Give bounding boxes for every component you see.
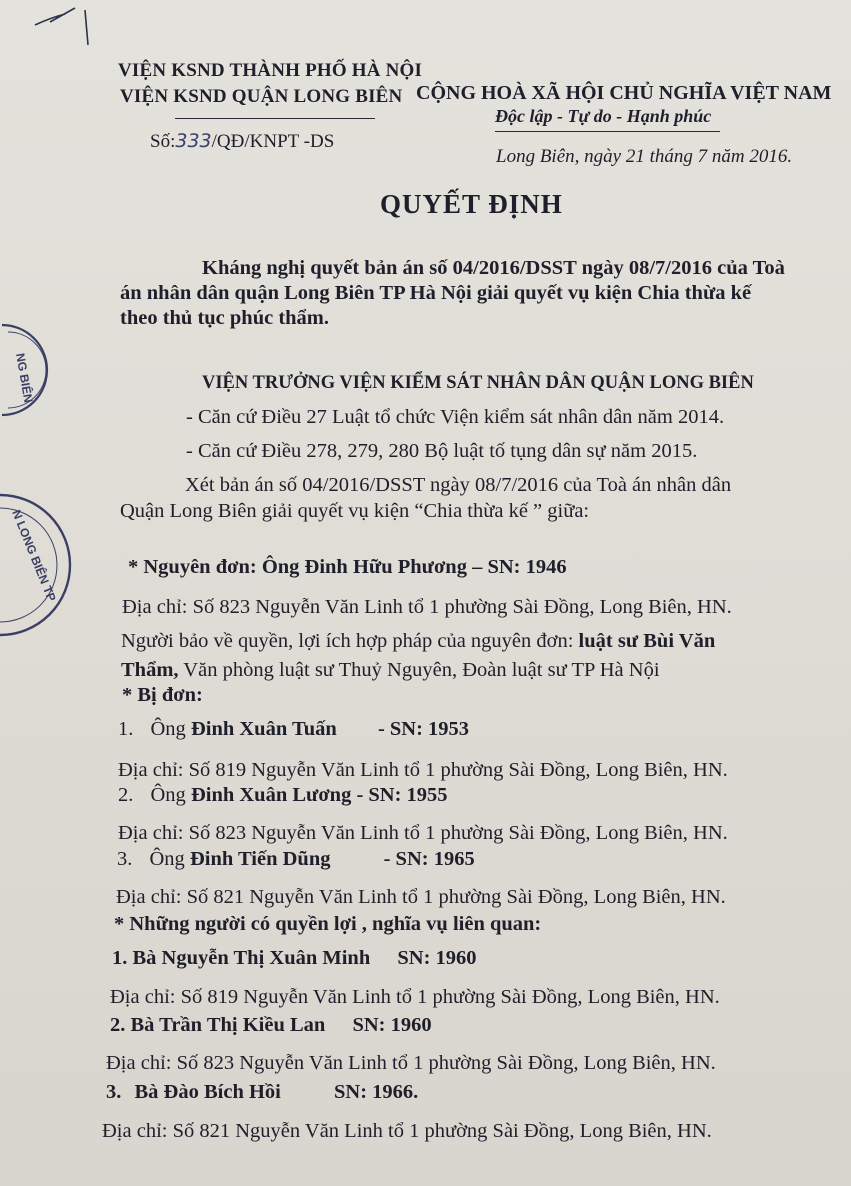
decision-number — [150, 130, 334, 153]
summary-line-3: theo thủ tục phúc thẩm. — [120, 307, 330, 329]
related-heading: * Những người có quyền lợi , nghĩa vụ liên quan: — [114, 913, 542, 935]
date-line: Long Biên, ngày 21 tháng 7 năm 2016. — [496, 146, 793, 167]
national-motto: Độc lập - Tự do - Hạnh phúc — [495, 106, 712, 126]
related-name: Bà Đào Bích Hồi — [134, 1081, 281, 1103]
pen-scribble-mark — [30, 0, 110, 50]
related-number: 3. — [106, 1081, 122, 1103]
representative-office: Văn phòng luật sư Thuỷ Nguyên, Đoàn luật sư TP Hà Nội — [183, 659, 660, 681]
defendant-3-address: Địa chỉ: Số 821 Nguyễn Văn Linh tổ 1 phường Sài Đồng, Long Biên, HN. — [116, 886, 726, 908]
summary-line-2: án nhân dân quận Long Biên TP Hà Nội giải quyết vụ kiện Chia thừa kế — [120, 282, 752, 304]
document-title: QUYẾT ĐỊNH — [380, 189, 563, 219]
related-birth-year: SN: 1960 — [397, 947, 477, 969]
agency-line-2: VIỆN KSND QUẬN LONG BIÊN — [120, 86, 403, 107]
related-3-address: Địa chỉ: Số 821 Nguyễn Văn Linh tổ 1 phường Sài Đồng, Long Biên, HN. — [102, 1120, 712, 1142]
defendant-1-address: Địa chỉ: Số 819 Nguyễn Văn Linh tổ 1 phường Sài Đồng, Long Biên, HN. — [118, 759, 728, 781]
defendant-birth-year: - SN: 1955 — [356, 784, 448, 806]
related-number: 2. — [110, 1014, 126, 1036]
defendant-title: Ông — [149, 848, 185, 870]
svg-text:N LONG BIÊN TP: N LONG BIÊN TP — [9, 507, 59, 604]
authority-heading: VIỆN TRƯỞNG VIỆN KIỂM SÁT NHÂN DÂN QUẬN LONG BIÊN — [202, 373, 754, 393]
svg-text:NG BIÊN: NG BIÊN — [13, 352, 36, 404]
agency-underline — [175, 118, 375, 119]
related-3 — [106, 1081, 418, 1104]
official-seal-lower-icon — [0, 490, 59, 640]
defendant-name: Đinh Xuân Lương — [190, 784, 352, 806]
defendant-title: Ông — [150, 718, 186, 740]
nation-heading: CỘNG HOÀ XÃ HỘI CHỦ NGHĨA VIỆT NAM — [416, 82, 832, 104]
plaintiff-address: Địa chỉ: Số 823 Nguyễn Văn Linh tổ 1 phường Sài Đồng, Long Biên, HN. — [122, 596, 732, 618]
related-1 — [112, 947, 477, 970]
defendant-1 — [118, 718, 469, 741]
defendant-number: 2. — [118, 784, 134, 806]
representative-prefix: Người bảo về quyền, lợi ích hợp pháp của nguyên đơn: — [121, 630, 574, 652]
related-number: 1. — [112, 947, 128, 969]
related-birth-year: SN: 1960 — [352, 1014, 432, 1036]
defendant-birth-year: - SN: 1965 — [383, 848, 475, 870]
defendant-2 — [118, 784, 448, 807]
agency-line-1: VIỆN KSND THÀNH PHỐ HÀ NỘI — [118, 60, 423, 81]
related-birth-year: SN: 1966. — [334, 1081, 419, 1103]
defendant-birth-year: - SN: 1953 — [377, 718, 470, 740]
defendant-2-address: Địa chỉ: Số 823 Nguyễn Văn Linh tổ 1 phường Sài Đồng, Long Biên, HN. — [118, 822, 728, 844]
consider-line-2: Quận Long Biên giải quyết vụ kiện “Chia thừa kế ” giữa: — [120, 500, 590, 522]
official-seal-upper-icon — [0, 320, 50, 420]
number-handwritten: 333 — [175, 130, 212, 152]
related-name: Bà Nguyễn Thị Xuân Minh — [132, 947, 371, 969]
defendant-name: Đinh Xuân Tuấn — [190, 718, 337, 740]
representative-name: luật sư Bùi Văn — [578, 630, 716, 652]
defendant-3 — [117, 848, 475, 871]
number-prefix: Số: — [150, 131, 176, 152]
defendant-number: 3. — [117, 848, 133, 870]
defendants-heading: * Bị đơn: — [122, 684, 203, 706]
related-2-address: Địa chỉ: Số 823 Nguyễn Văn Linh tổ 1 phường Sài Đồng, Long Biên, HN. — [106, 1052, 716, 1074]
consider-line-1: Xét bản án số 04/2016/DSST ngày 08/7/2016 của Toà án nhân dân — [185, 474, 732, 496]
plaintiff-representative-line-2 — [121, 659, 660, 682]
representative-name-cont: Thẩm, — [121, 659, 179, 681]
defendant-title: Ông — [150, 784, 186, 806]
plaintiff-line — [128, 556, 567, 579]
summary-line-1: Kháng nghị quyết bản án số 04/2016/DSST ngày 08/7/2016 của Toà — [202, 257, 785, 279]
motto-underline — [495, 131, 720, 132]
plaintiff-name: Ông Đinh Hữu Phương – SN: 1946 — [261, 556, 567, 578]
defendant-name: Đinh Tiến Dũng — [189, 848, 331, 870]
plaintiff-representative-line-1 — [121, 630, 715, 653]
defendant-number: 1. — [118, 718, 134, 740]
related-1-address: Địa chỉ: Số 819 Nguyễn Văn Linh tổ 1 phường Sài Đồng, Long Biên, HN. — [110, 986, 720, 1008]
basis-line-1: - Căn cứ Điều 27 Luật tổ chức Viện kiểm sát nhân dân năm 2014. — [186, 406, 725, 428]
number-suffix: /QĐ/KNPT -DS — [211, 131, 335, 152]
related-name: Bà Trần Thị Kiều Lan — [130, 1014, 326, 1036]
plaintiff-heading: * Nguyên đơn: — [128, 556, 257, 578]
related-2 — [110, 1014, 432, 1037]
basis-line-2: - Căn cứ Điều 278, 279, 280 Bộ luật tố tụng dân sự năm 2015. — [186, 440, 698, 462]
